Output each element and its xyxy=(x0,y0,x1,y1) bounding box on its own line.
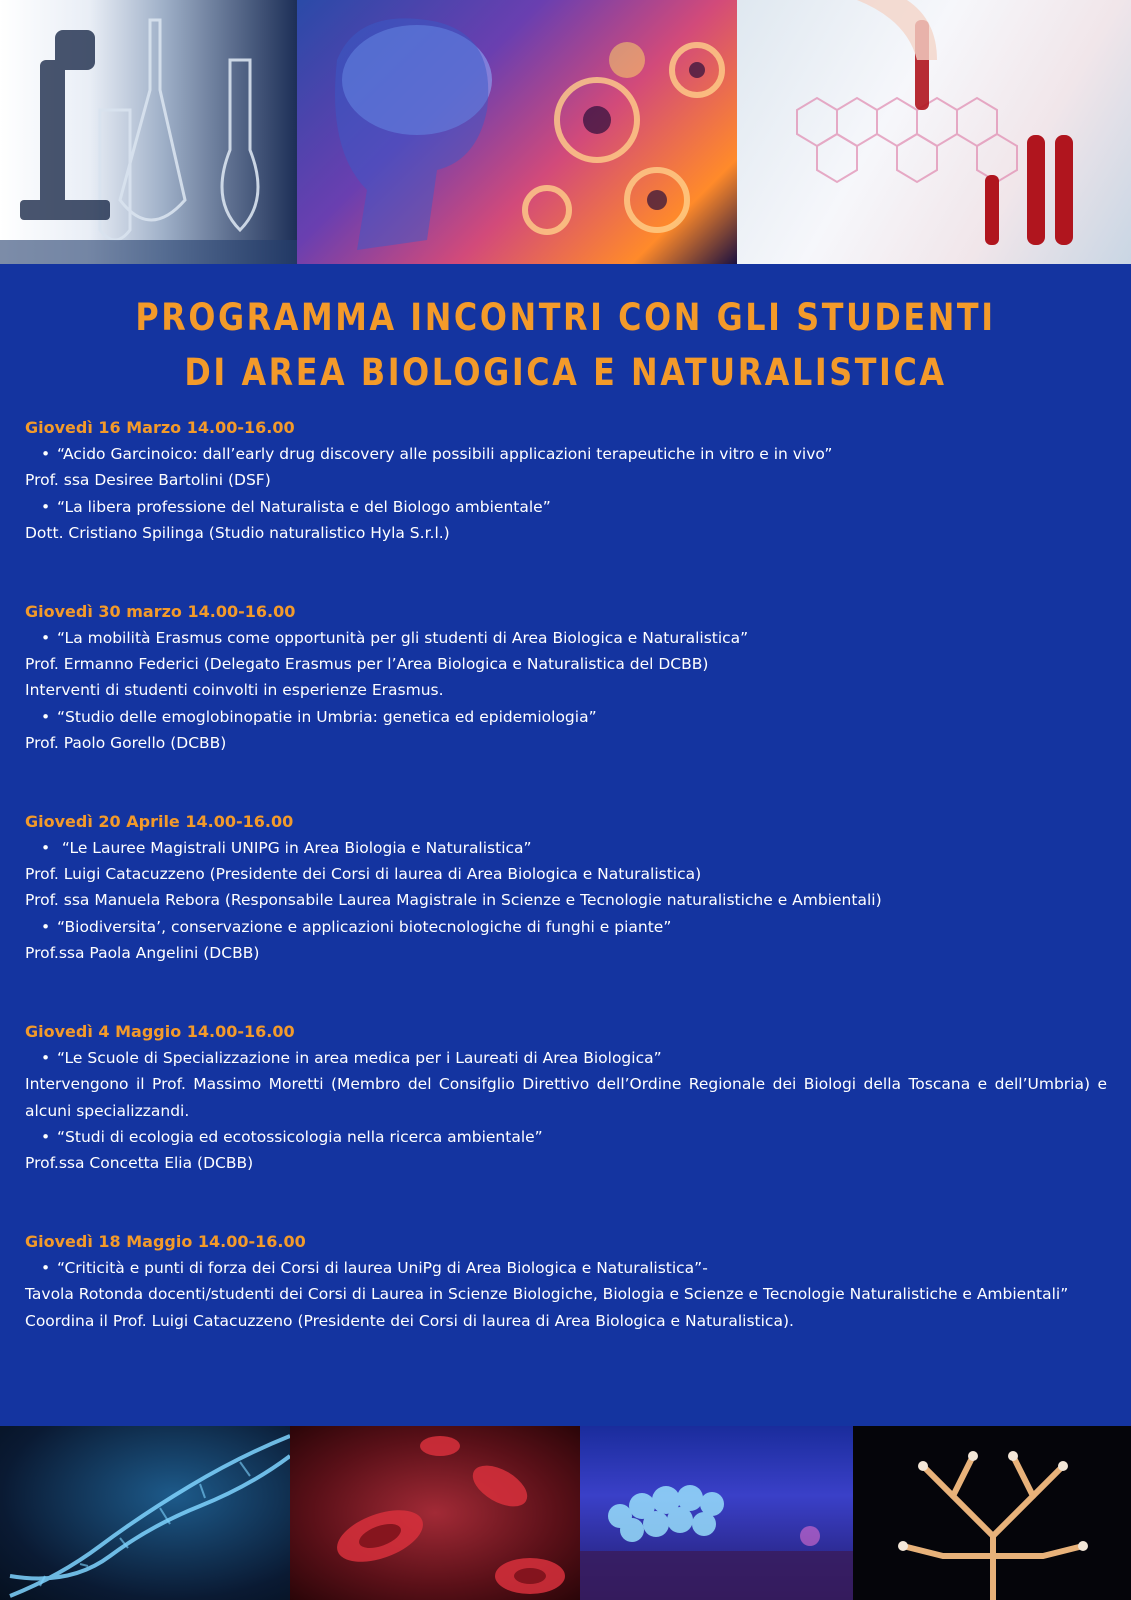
speaker-info: Intervengono il Prof. Massimo Moretti (Membro del Consifglio Direttivo dell’Ordine Regionale dei Biologi della Toscana e dell’Umbria) e alcuni specializzandi. xyxy=(25,1075,1107,1120)
talk-title: • “Le Lauree Magistrali UNIPG in Area Biologia e Naturalistica” xyxy=(25,835,1107,861)
brain-gears-illustration xyxy=(297,0,737,264)
speaker-info: Prof.ssa Concetta Elia (DCBB) xyxy=(25,1154,254,1173)
title-line-1: PROGRAMMA INCONTRI CON GLI STUDENTI xyxy=(135,296,996,339)
speaker-info: Coordina il Prof. Luigi Catacuzzeno (Presidente dei Corsi di laurea di Area Biologica e Naturalistica). xyxy=(25,1311,794,1330)
speaker-info: Prof.ssa Paola Angelini (DCBB) xyxy=(25,944,260,963)
speaker-info: Prof. ssa Desiree Bartolini (DSF) xyxy=(25,471,271,490)
talk-title: • “Biodiversita’, conservazione e applicazioni biotecnologiche di funghi e piante” xyxy=(25,914,1107,940)
session-date: Giovedì 30 marzo 14.00-16.00 xyxy=(25,601,296,621)
speaker-info: Prof. ssa Manuela Rebora (Responsabile Laurea Magistrale in Scienze e Tecnologie naturalistiche e Ambientali) xyxy=(25,891,882,910)
speaker-info: Prof. Ermanno Federici (Delegato Erasmus per l’Area Biologica e Naturalistica del DCBB) xyxy=(25,655,709,674)
footer-image-strip xyxy=(0,1426,1131,1600)
speaker-info: Interventi di studenti coinvolti in esperienze Erasmus. xyxy=(25,681,444,700)
session-date: Giovedì 4 Maggio 14.00-16.00 xyxy=(25,1021,295,1041)
talk-title: • “Criticità e punti di forza dei Corsi di laurea UniPg di Area Biologica e Naturalistica”- xyxy=(25,1255,1107,1281)
laboratory-glassware-photo xyxy=(0,0,297,264)
session-date: Giovedì 18 Maggio 14.00-16.00 xyxy=(25,1231,306,1251)
session-1 xyxy=(25,415,1107,547)
talk-title: • “La libera professione del Naturalista e del Biologo ambientale” xyxy=(25,494,1107,520)
session-2 xyxy=(25,599,1107,757)
dna-helix-photo xyxy=(0,1426,290,1600)
fungus-branch-photo xyxy=(853,1426,1131,1600)
talk-title: • “Le Scuole di Specializzazione in area medica per i Laureati di Area Biologica” xyxy=(25,1045,1107,1071)
speaker-info: Tavola Rotonda docenti/studenti dei Corsi di Laurea in Scienze Biologiche, Biologia e Scienze e Tecnologie Naturalistiche e Ambientali” xyxy=(25,1285,1069,1304)
speaker-info: Prof. Luigi Catacuzzeno (Presidente dei Corsi di laurea di Area Biologica e Naturalistica) xyxy=(25,865,702,884)
session-3 xyxy=(25,809,1107,967)
red-blood-cells-photo xyxy=(290,1426,580,1600)
session-4 xyxy=(25,1019,1107,1177)
speaker-info: Dott. Cristiano Spilinga (Studio naturalistico Hyla S.r.l.) xyxy=(25,524,450,543)
talk-title: • “Acido Garcinoico: dall’early drug discovery alle possibili applicazioni terapeutiche in vitro e in vivo” xyxy=(25,441,1107,467)
blood-samples-photo xyxy=(737,0,1131,264)
talk-title: • “La mobilità Erasmus come opportunità per gli studenti di Area Biologica e Naturalistica” xyxy=(25,625,1107,651)
session-5 xyxy=(25,1229,1107,1334)
header-image-strip xyxy=(0,0,1131,264)
coral-reef-photo xyxy=(580,1426,853,1600)
page-title xyxy=(79,290,1052,400)
talk-title: • “Studi di ecologia ed ecotossicologia nella ricerca ambientale” xyxy=(25,1124,1107,1150)
session-date: Giovedì 16 Marzo 14.00-16.00 xyxy=(25,418,295,437)
title-line-2: DI AREA BIOLOGICA E NATURALISTICA xyxy=(184,351,947,394)
program-list xyxy=(25,415,1107,1386)
speaker-info: Prof. Paolo Gorello (DCBB) xyxy=(25,734,227,753)
talk-title: • “Studio delle emoglobinopatie in Umbria: genetica ed epidemiologia” xyxy=(25,704,1107,730)
session-date: Giovedì 20 Aprile 14.00-16.00 xyxy=(25,811,294,831)
